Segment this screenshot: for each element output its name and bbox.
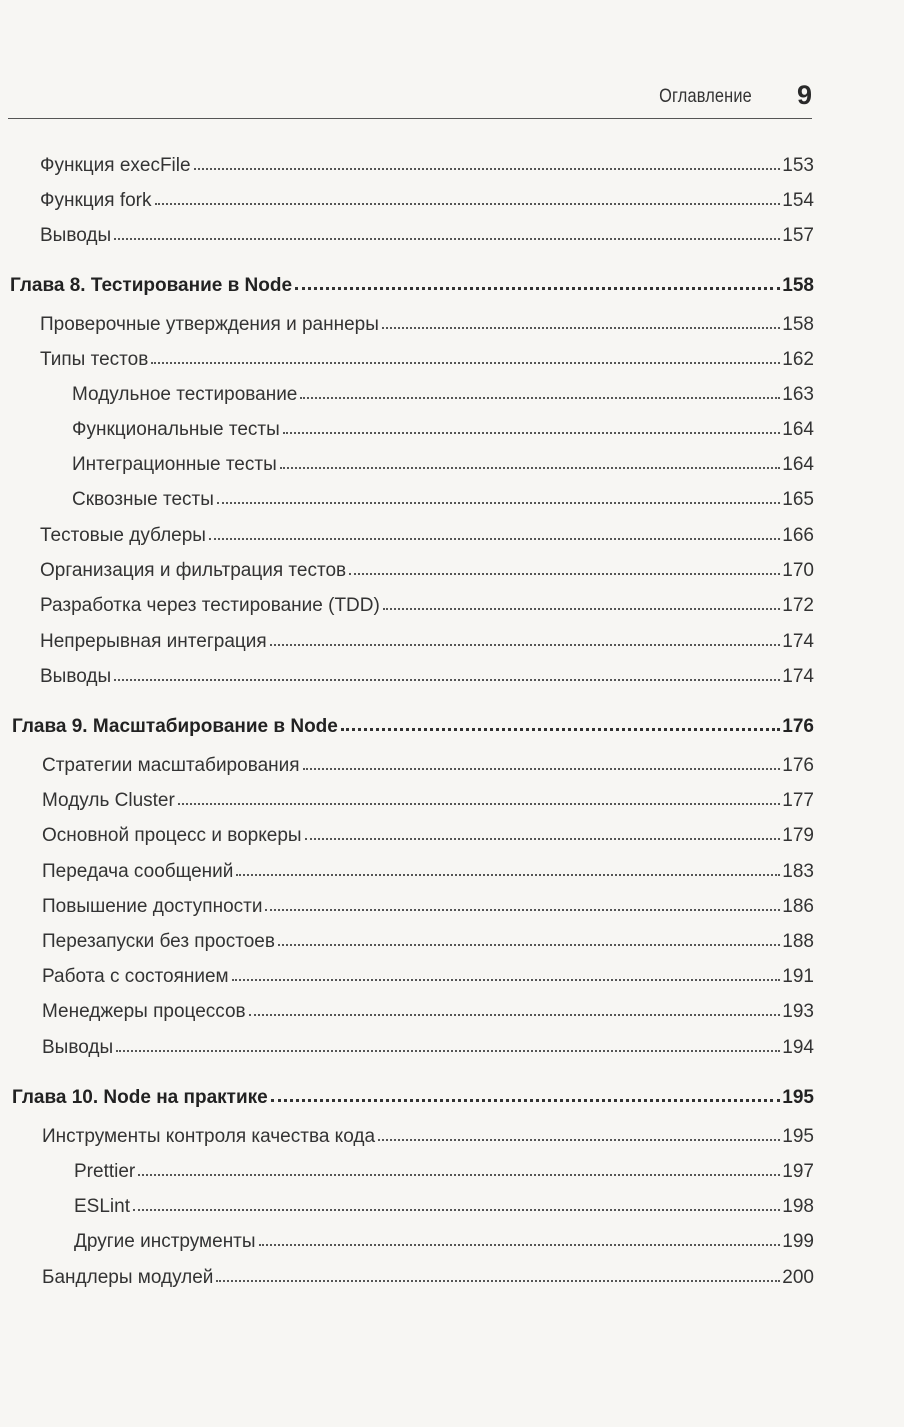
toc-entry-page: 164 bbox=[782, 419, 814, 440]
toc-entry-page: 177 bbox=[782, 790, 814, 811]
toc-entry-title: Выводы bbox=[40, 666, 112, 687]
toc-entry-page: 176 bbox=[782, 716, 814, 737]
toc-entry bbox=[42, 931, 814, 959]
toc-entry-title: Повышение доступности bbox=[42, 896, 263, 917]
dot-leader bbox=[280, 463, 781, 469]
toc-entry bbox=[42, 1126, 814, 1154]
toc-chapter-entry bbox=[12, 716, 814, 744]
toc-entry bbox=[42, 1267, 814, 1295]
toc-entry-title: Основной процесс и воркеры bbox=[42, 825, 302, 846]
toc-entry bbox=[42, 1001, 814, 1029]
toc-entry-title: Выводы bbox=[42, 1037, 114, 1058]
toc-entry bbox=[40, 525, 814, 553]
toc-entry-page: 158 bbox=[782, 314, 814, 335]
dot-leader bbox=[349, 569, 780, 575]
toc-entry bbox=[42, 896, 814, 924]
toc-entry-page: 163 bbox=[782, 384, 814, 405]
toc-entry-title: Глава 8. Тестирование в Node bbox=[10, 275, 293, 296]
dot-leader bbox=[232, 975, 781, 981]
toc-entry bbox=[42, 755, 814, 783]
toc-entry-page: 164 bbox=[782, 454, 814, 475]
toc-entry-page: 199 bbox=[782, 1231, 814, 1252]
toc-entry bbox=[40, 314, 814, 342]
dot-leader bbox=[378, 1135, 780, 1141]
toc-entry-page: 157 bbox=[782, 225, 814, 246]
toc-entry bbox=[40, 225, 814, 253]
toc-entry-page: 158 bbox=[782, 275, 814, 296]
toc-entry bbox=[72, 419, 814, 447]
toc-entry-title: Непрерывная интеграция bbox=[40, 631, 267, 652]
toc-entry-title: Типы тестов bbox=[40, 349, 149, 370]
toc-entry bbox=[72, 454, 814, 482]
toc-chapter-entry bbox=[12, 1087, 814, 1115]
toc-entry bbox=[42, 861, 814, 889]
toc-entry-page: 197 bbox=[782, 1161, 814, 1182]
toc-entry-title: Prettier bbox=[74, 1161, 136, 1182]
toc-entry-page: 174 bbox=[782, 666, 814, 687]
page-number: 9 bbox=[796, 80, 812, 110]
toc-entry-title: Бандлеры модулей bbox=[42, 1267, 214, 1288]
dot-leader bbox=[151, 358, 780, 364]
toc-entry-page: 154 bbox=[782, 190, 814, 211]
toc-entry-page: 153 bbox=[782, 155, 814, 176]
toc-entry-page: 191 bbox=[782, 966, 814, 987]
dot-leader bbox=[382, 323, 780, 329]
toc-entry bbox=[42, 790, 814, 818]
dot-leader bbox=[155, 199, 781, 205]
dot-leader bbox=[278, 940, 780, 946]
toc-entry-title: Организация и фильтрация тестов bbox=[40, 560, 347, 581]
toc-entry-page: 165 bbox=[782, 489, 814, 510]
toc-entry bbox=[40, 155, 814, 183]
toc-entry bbox=[40, 631, 814, 659]
toc-entry-title: Глава 10. Node на практике bbox=[12, 1087, 268, 1108]
toc-entry bbox=[42, 1037, 814, 1065]
toc-entry-title: Модульное тестирование bbox=[72, 384, 298, 405]
toc-entry-title: Другие инструменты bbox=[74, 1231, 256, 1252]
toc-entry-title: Перезапуски без простоев bbox=[42, 931, 275, 952]
toc-chapter-entry bbox=[10, 275, 814, 303]
toc-entry-page: 172 bbox=[782, 595, 814, 616]
toc-entry-page: 193 bbox=[782, 1001, 814, 1022]
toc-entry-title: Функция execFile bbox=[40, 155, 191, 176]
dot-leader bbox=[249, 1010, 781, 1016]
toc-entry-page: 188 bbox=[782, 931, 814, 952]
dot-leader bbox=[271, 1095, 781, 1102]
toc-entry-title: Инструменты контроля качества кода bbox=[42, 1126, 376, 1147]
toc-entry-title: Глава 9. Масштабирование в Node bbox=[12, 716, 338, 737]
toc-entry-title: Тестовые дублеры bbox=[40, 525, 206, 546]
toc-entry-title: Функция fork bbox=[40, 190, 152, 211]
toc-entry-page: 195 bbox=[782, 1126, 814, 1147]
toc-entry-page: 179 bbox=[782, 825, 814, 846]
toc-entry-page: 183 bbox=[782, 861, 814, 882]
dot-leader bbox=[114, 234, 780, 240]
running-title: Оглавление bbox=[659, 86, 752, 107]
toc-entry-title: Работа с состоянием bbox=[42, 966, 229, 987]
toc-entry bbox=[40, 595, 814, 623]
dot-leader bbox=[138, 1170, 780, 1176]
dot-leader bbox=[114, 675, 780, 681]
toc-entry-title: Выводы bbox=[40, 225, 112, 246]
toc-entry-title: Проверочные утверждения и раннеры bbox=[40, 314, 379, 335]
dot-leader bbox=[217, 498, 780, 504]
toc-entry-title: ESLint bbox=[74, 1196, 130, 1217]
toc-entry-title: Стратегии масштабирования bbox=[42, 755, 300, 776]
toc-entry bbox=[40, 666, 814, 694]
toc-entry-page: 170 bbox=[782, 560, 814, 581]
toc-entry-title: Интеграционные тесты bbox=[72, 454, 277, 475]
dot-leader bbox=[270, 640, 781, 646]
toc-entry bbox=[42, 966, 814, 994]
toc-entry-page: 186 bbox=[782, 896, 814, 917]
toc-entry bbox=[40, 349, 814, 377]
toc-entry-page: 176 bbox=[782, 755, 814, 776]
toc-entry-page: 166 bbox=[782, 525, 814, 546]
toc-entry bbox=[40, 190, 814, 218]
dot-leader bbox=[303, 764, 781, 770]
dot-leader bbox=[341, 724, 780, 731]
toc-entry-title: Модуль Cluster bbox=[42, 790, 175, 811]
toc-entry bbox=[74, 1231, 814, 1259]
dot-leader bbox=[295, 283, 780, 290]
dot-leader bbox=[383, 604, 780, 610]
toc-entry-title: Менеджеры процессов bbox=[42, 1001, 246, 1022]
toc-entry-page: 195 bbox=[782, 1087, 814, 1108]
toc-entry-title: Функциональные тесты bbox=[72, 419, 280, 440]
toc-entry-page: 194 bbox=[782, 1037, 814, 1058]
toc-entry-title: Разработка через тестирование (TDD) bbox=[40, 595, 380, 616]
toc-entry-title: Сквозные тесты bbox=[72, 489, 214, 510]
dot-leader bbox=[259, 1240, 781, 1246]
toc-entry bbox=[72, 489, 814, 517]
toc-entry bbox=[72, 384, 814, 412]
dot-leader bbox=[194, 164, 781, 170]
dot-leader bbox=[265, 905, 780, 911]
toc-entry bbox=[42, 825, 814, 853]
dot-leader bbox=[300, 393, 780, 399]
toc-entry-page: 162 bbox=[782, 349, 814, 370]
dot-leader bbox=[209, 534, 780, 540]
toc-entry-page: 200 bbox=[782, 1267, 814, 1288]
toc-entry bbox=[74, 1161, 814, 1189]
toc-entry-title: Передача сообщений bbox=[42, 861, 234, 882]
toc-entry-page: 198 bbox=[782, 1196, 814, 1217]
toc-entry bbox=[74, 1196, 814, 1224]
dot-leader bbox=[305, 834, 781, 840]
dot-leader bbox=[178, 799, 780, 805]
dot-leader bbox=[216, 1276, 780, 1282]
toc-entry bbox=[40, 560, 814, 588]
dot-leader bbox=[133, 1205, 780, 1211]
dot-leader bbox=[283, 428, 781, 434]
dot-leader bbox=[236, 870, 780, 876]
toc-entry-page: 174 bbox=[782, 631, 814, 652]
dot-leader bbox=[116, 1046, 780, 1052]
